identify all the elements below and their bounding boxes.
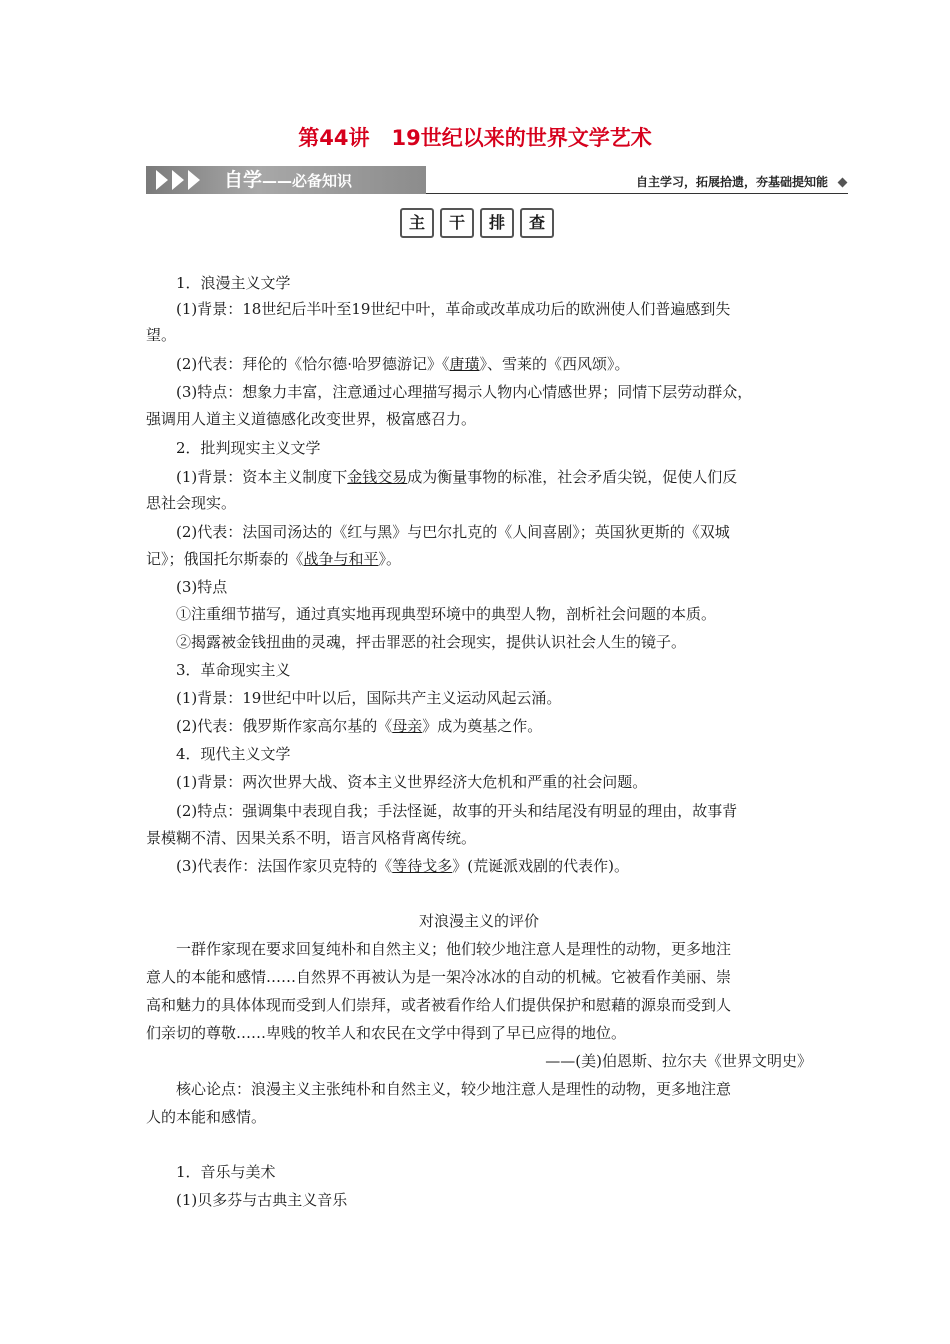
heading-music-art: 1．音乐与美术 bbox=[176, 1163, 276, 1181]
quote-line: 意人的本能和感情……自然界不再被认为是一架冷冰冰的自动的机械。它被看作美丽、崇 bbox=[146, 968, 732, 986]
quote-line: 高和魅力的具体体现而受到人们崇拜，或者被看作给人们提供保护和慰藉的源泉而受到人 bbox=[146, 996, 732, 1014]
paragraph-line: (2)代表：法国司汤达的《红与黑》与巴尔扎克的《人间喜剧》；英国狄更斯的《双城 bbox=[176, 523, 730, 541]
paragraph-line: (1)贝多芬与古典主义音乐 bbox=[176, 1191, 348, 1209]
banner-subtitle: 自主学习，拓展拾遗，夯基础提知能 bbox=[635, 175, 828, 189]
paragraph-line: (2)代表：俄罗斯作家高尔基的《母亲》成为奠基之作。 bbox=[176, 717, 543, 735]
paragraph-line: (1)背景：资本主义制度下金钱交易成为衡量事物的标准，社会矛盾尖锐，促使人们反 bbox=[176, 468, 738, 486]
paragraph-line: (2)特点：强调集中表现自我；手法怪诞，故事的开头和结尾没有明显的理由，故事背 bbox=[176, 802, 738, 820]
heading-romanticism: 1．浪漫主义文学 bbox=[176, 274, 291, 292]
tag-char: 主 bbox=[400, 208, 434, 238]
core-argument: 人的本能和感情。 bbox=[146, 1108, 267, 1126]
diamond-icon bbox=[838, 178, 848, 188]
tag-char: 干 bbox=[440, 208, 474, 238]
tag-char: 查 bbox=[520, 208, 554, 238]
paragraph-line: (3)特点 bbox=[176, 578, 228, 596]
page-title: 第44讲 19世纪以来的世界文学艺术 bbox=[298, 126, 652, 150]
paragraph-line: 强调用人道主义道德感化改变世界，极富感召力。 bbox=[146, 410, 477, 428]
chevron-right-icon bbox=[172, 170, 184, 190]
paragraph-line: 记》；俄国托尔斯泰的《战争与和平》。 bbox=[146, 550, 402, 568]
paragraph-line: 景模糊不清、因果关系不明，语言风格背离传统。 bbox=[146, 829, 477, 847]
paragraph-line: (3)特点：想象力丰富，注意通过心理描写揭示人物内心情感世界；同情下层劳动群众， bbox=[176, 383, 753, 401]
quote-source: ——(美)伯恩斯、拉尔夫《世界文明史》 bbox=[545, 1052, 812, 1070]
chevron-right-icon bbox=[188, 170, 200, 190]
quote-title: 对浪漫主义的评价 bbox=[418, 912, 539, 930]
heading-revolutionary-realism: 3．革命现实主义 bbox=[176, 661, 291, 679]
paragraph-line: ②揭露被金钱扭曲的灵魂，抨击罪恶的社会现实，提供认识社会人生的镜子。 bbox=[176, 633, 687, 651]
paragraph-line: 思社会现实。 bbox=[146, 494, 237, 512]
chevron-right-icon bbox=[156, 170, 168, 190]
banner-label: 自学——必备知识 bbox=[224, 169, 353, 191]
paragraph-line: (2)代表：拜伦的《恰尔德·哈罗德游记》《唐璜》、雪莱的《西风颂》。 bbox=[176, 355, 630, 373]
heading-modernism: 4．现代主义文学 bbox=[176, 745, 291, 763]
section-banner bbox=[146, 166, 848, 194]
quote-line: 们亲切的尊敬……卑贱的牧羊人和农民在文学中得到了早已应得的地位。 bbox=[146, 1024, 627, 1042]
banner-divider bbox=[426, 193, 848, 194]
paragraph-line: ①注重细节描写，通过真实地再现典型环境中的典型人物，剖析社会问题的本质。 bbox=[176, 605, 717, 623]
paragraph-line: (1)背景：两次世界大战、资本主义世界经济大危机和严重的社会问题。 bbox=[176, 773, 648, 791]
paragraph-line: (3)代表作：法国作家贝克特的《等待戈多》(荒诞派戏剧的代表作)。 bbox=[176, 857, 629, 875]
paragraph-line: 望。 bbox=[146, 326, 177, 344]
paragraph-line: (1)背景：18世纪后半叶至19世纪中叶，革命或改革成功后的欧洲使人们普遍感到失 bbox=[176, 300, 731, 318]
core-argument: 核心论点：浪漫主义主张纯朴和自然主义，较少地注意人是理性的动物，更多地注意 bbox=[176, 1080, 732, 1098]
paragraph-line: (1)背景：19世纪中叶以后，国际共产主义运动风起云涌。 bbox=[176, 689, 562, 707]
heading-critical-realism: 2．批判现实主义文学 bbox=[176, 439, 321, 457]
section-tags bbox=[400, 208, 560, 238]
tag-char: 排 bbox=[480, 208, 514, 238]
quote-line: 一群作家现在要求回复纯朴和自然主义；他们较少地注意人是理性的动物，更多地注 bbox=[176, 940, 732, 958]
